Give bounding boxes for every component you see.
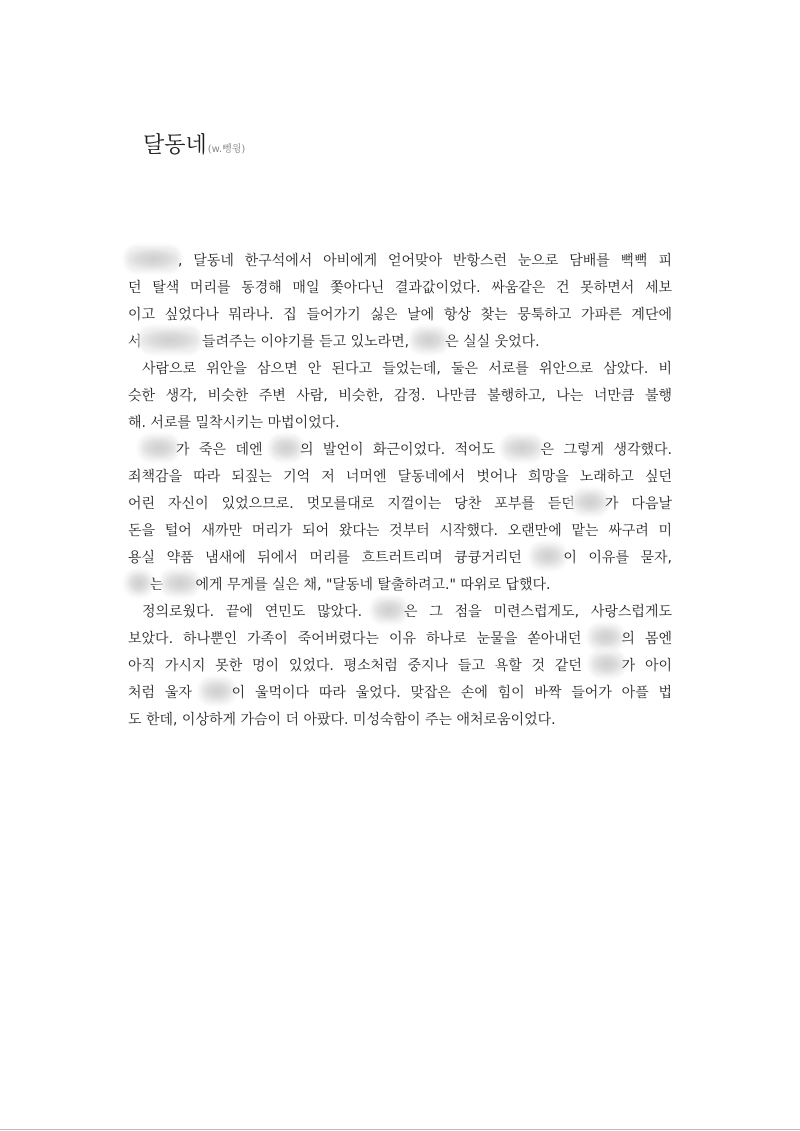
text-line: 용실 약품 냄새에 뒤에서 머리를 흐트러트리며 큥큥거리던 이 이유를 묻자, (128, 545, 672, 572)
redacted-name (413, 330, 445, 350)
text-line: 보았다. 하나뿐인 가족이 죽어버렸다는 이유 하나로 눈물을 쏟아내던 의 몸엔 (128, 626, 672, 653)
text-line: , 달동네 한구석에서 아비에게 얻어맞아 반항스런 눈으로 담배를 뻑뻑 피 (128, 248, 672, 275)
text-line: 사람으로 위안을 삼으면 안 된다고 들었는데, 둘은 서로를 위안으로 삼았다. 비 (142, 361, 672, 377)
text-line: 죄책감을 따라 되짚는 기억 저 너머엔 달동네에서 벗어나 희망을 노래하고 싶던 (128, 469, 672, 485)
redacted-name (142, 438, 176, 458)
text-line: 어린 자신이 있었으므로. 멋모를대로 지껄이는 당찬 포부를 듣던 가 다음날 (128, 491, 672, 518)
page-bottom-rule (0, 1129, 800, 1130)
body-text (128, 248, 672, 734)
text-line: 는 에게 무게를 실은 채, "달동네 탈출하려고." 따위로 답했다. (128, 572, 672, 599)
text-line: 아직 가시지 못한 멍이 있었다. 평소처럼 중지나 들고 욕할 것 같던 가 아이 (128, 653, 672, 680)
redacted-name (374, 600, 404, 620)
redacted-name (164, 573, 196, 593)
document-title: 달동네 (143, 133, 207, 158)
redacted-name (533, 546, 563, 566)
text-line: 이고 싶었다나 뭐라나. 집 들어가기 싫은 날에 항상 찾는 뭉툭하고 가파른 계단에 (128, 307, 672, 323)
text-line: 가 죽은 데엔 의 발언이 화근이었다. 적어도 은 그렇게 생각했다. (128, 437, 672, 464)
redacted-name (504, 438, 540, 458)
redacted-name (592, 654, 622, 674)
redacted-name (128, 573, 150, 593)
author-credit: (w.뼁윙) (207, 144, 246, 155)
redacted-name (128, 249, 178, 269)
title-block (143, 128, 245, 159)
redacted-name (272, 438, 300, 458)
text-line: 돈을 털어 새까만 머리가 되어 왔다는 것부터 시작했다. 오랜만에 맡는 싸구려 미 (128, 523, 672, 539)
redacted-name (142, 330, 198, 350)
redacted-name (591, 627, 621, 647)
text-line: 도 한데, 이상하게 가슴이 더 아팠다. 미성숙함이 주는 애처로움이었다. (128, 712, 556, 728)
redacted-name (202, 681, 232, 701)
text-line: 처럼 울자 이 울먹이다 따라 울었다. 맞잡은 손에 힘이 바짝 들어가 아플 법 (128, 680, 672, 707)
redacted-name (575, 492, 605, 512)
text-line: 해. 서로를 밀착시키는 마법이었다. (128, 415, 340, 431)
text-line: 서 들려주는 이야기를 듣고 있노라면, 은 실실 웃었다. (128, 329, 672, 356)
text-line: 정의로웠다. 끝에 연민도 많았다. 은 그 점을 미련스럽게도, 사랑스럽게도 (128, 599, 672, 626)
text-line: 던 탈색 머리를 동경해 매일 쫓아다닌 결과값이었다. 싸움같은 건 못하면서 세보 (128, 280, 672, 296)
text-line: 슷한 생각, 비슷한 주변 사람, 비슷한, 감정. 나만큼 불행하고, 나는 너만큼 불행 (128, 388, 672, 404)
